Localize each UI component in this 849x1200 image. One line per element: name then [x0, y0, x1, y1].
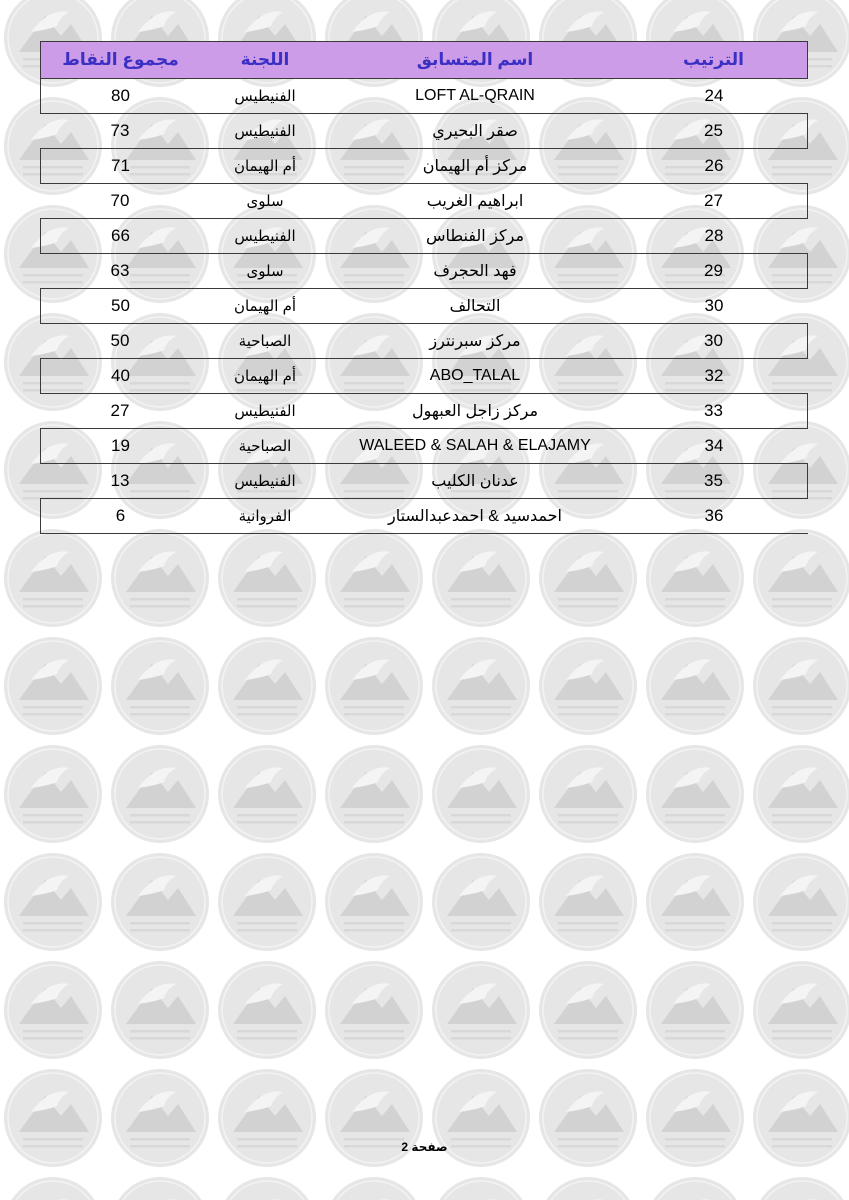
committee-cell: الفنيطيس: [200, 79, 330, 114]
pigeon-club-logo-icon: [539, 529, 637, 627]
pigeon-club-logo-icon: [539, 637, 637, 735]
pigeon-club-logo-icon: [4, 637, 102, 735]
points-cell: 13: [40, 464, 200, 499]
committee-cell: الفنيطيس: [200, 219, 330, 254]
competitor-name-cell: التحالف: [330, 289, 620, 324]
pigeon-club-logo-icon: [753, 637, 849, 735]
rank-cell: 30: [620, 324, 808, 359]
pigeon-club-logo-icon: [432, 745, 530, 843]
points-cell: 70: [40, 184, 200, 219]
pigeon-club-logo-icon: [4, 853, 102, 951]
table-row: [40, 429, 808, 464]
table-row: [40, 114, 808, 149]
pigeon-club-logo-icon: [539, 961, 637, 1059]
competitor-name-cell: مركز أم الهيمان: [330, 149, 620, 184]
points-cell: 40: [40, 359, 200, 394]
pigeon-club-logo-icon: [218, 1177, 316, 1200]
pigeon-club-logo-icon: [218, 961, 316, 1059]
pigeon-club-logo-icon: [218, 745, 316, 843]
pigeon-club-logo-icon: [4, 745, 102, 843]
table-row: [40, 359, 808, 394]
points-cell: 27: [40, 394, 200, 429]
table-row: [40, 324, 808, 359]
pigeon-club-logo-icon: [753, 529, 849, 627]
competitor-name-cell: احمدسيد & احمدعبدالستار: [330, 499, 620, 534]
rank-cell: 33: [620, 394, 808, 429]
pigeon-club-logo-icon: [646, 529, 744, 627]
header-total-points: مجموع النقاط: [40, 41, 200, 79]
points-cell: 50: [40, 324, 200, 359]
committee-cell: الفنيطيس: [200, 394, 330, 429]
points-cell: 73: [40, 114, 200, 149]
header-competitor-name: اسم المتسابق: [330, 41, 620, 79]
table-row: [40, 79, 808, 114]
committee-cell: أم الهيمان: [200, 289, 330, 324]
committee-cell: سلوى: [200, 184, 330, 219]
rank-cell: 29: [620, 254, 808, 289]
header-committee: اللجنة: [200, 41, 330, 79]
table-row: [40, 184, 808, 219]
pigeon-club-logo-icon: [325, 637, 423, 735]
table-row: [40, 289, 808, 324]
pigeon-club-logo-icon: [4, 529, 102, 627]
points-cell: 80: [40, 79, 200, 114]
competitor-name-cell: ABO_TALAL: [330, 359, 620, 394]
points-cell: 66: [40, 219, 200, 254]
table-header-row: [40, 41, 808, 79]
pigeon-club-logo-icon: [539, 745, 637, 843]
pigeon-club-logo-icon: [111, 637, 209, 735]
pigeon-club-logo-icon: [111, 853, 209, 951]
committee-cell: الفنيطيس: [200, 464, 330, 499]
competitor-name-cell: مركز الفنطاس: [330, 219, 620, 254]
page-number: صفحة 2: [401, 1140, 448, 1154]
pigeon-club-logo-icon: [753, 853, 849, 951]
committee-cell: أم الهيمان: [200, 359, 330, 394]
table-row: [40, 394, 808, 429]
pigeon-club-logo-icon: [325, 961, 423, 1059]
committee-cell: أم الهيمان: [200, 149, 330, 184]
pigeon-club-logo-icon: [325, 745, 423, 843]
competitor-name-cell: LOFT AL-QRAIN: [330, 79, 620, 114]
competitor-name-cell: عدنان الكليب: [330, 464, 620, 499]
pigeon-club-logo-icon: [646, 637, 744, 735]
rank-cell: 24: [620, 79, 808, 114]
competitor-name-cell: WALEED & SALAH & ELAJAMY: [330, 429, 620, 464]
table-row: [40, 254, 808, 289]
rank-cell: 26: [620, 149, 808, 184]
competitor-name-cell: ابراهيم الغريب: [330, 184, 620, 219]
points-cell: 63: [40, 254, 200, 289]
pigeon-club-logo-icon: [432, 1177, 530, 1200]
rank-cell: 28: [620, 219, 808, 254]
table-row: [40, 149, 808, 184]
competitor-name-cell: مركز زاجل العبهول: [330, 394, 620, 429]
pigeon-club-logo-icon: [325, 1177, 423, 1200]
pigeon-club-logo-icon: [111, 529, 209, 627]
table-row: [40, 499, 808, 534]
pigeon-club-logo-icon: [432, 637, 530, 735]
competitor-name-cell: فهد الحجرف: [330, 254, 620, 289]
pigeon-club-logo-icon: [218, 637, 316, 735]
pigeon-club-logo-icon: [4, 1177, 102, 1200]
pigeon-club-logo-icon: [646, 961, 744, 1059]
competitor-name-cell: صقر البحيري: [330, 114, 620, 149]
pigeon-club-logo-icon: [432, 961, 530, 1059]
points-cell: 6: [40, 499, 200, 534]
rank-cell: 35: [620, 464, 808, 499]
points-cell: 19: [40, 429, 200, 464]
pigeon-club-logo-icon: [539, 853, 637, 951]
pigeon-club-logo-icon: [753, 745, 849, 843]
points-cell: 50: [40, 289, 200, 324]
pigeon-club-logo-icon: [111, 745, 209, 843]
points-cell: 71: [40, 149, 200, 184]
pigeon-club-logo-icon: [325, 853, 423, 951]
committee-cell: الفنيطيس: [200, 114, 330, 149]
committee-cell: الصباحية: [200, 324, 330, 359]
competitor-name-cell: مركز سبرنترز: [330, 324, 620, 359]
pigeon-club-logo-icon: [218, 529, 316, 627]
pigeon-club-logo-icon: [4, 961, 102, 1059]
rank-cell: 34: [620, 429, 808, 464]
committee-cell: الصباحية: [200, 429, 330, 464]
rank-cell: 32: [620, 359, 808, 394]
pigeon-club-logo-icon: [539, 1177, 637, 1200]
pigeon-club-logo-icon: [432, 853, 530, 951]
results-table: [40, 41, 808, 534]
pigeon-club-logo-icon: [218, 853, 316, 951]
pigeon-club-logo-icon: [646, 1177, 744, 1200]
rank-cell: 25: [620, 114, 808, 149]
pigeon-club-logo-icon: [753, 1177, 849, 1200]
rank-cell: 27: [620, 184, 808, 219]
pigeon-club-logo-icon: [753, 961, 849, 1059]
pigeon-club-logo-icon: [432, 529, 530, 627]
committee-cell: الفروانية: [200, 499, 330, 534]
pigeon-club-logo-icon: [111, 961, 209, 1059]
committee-cell: سلوى: [200, 254, 330, 289]
rank-cell: 30: [620, 289, 808, 324]
pigeon-club-logo-icon: [646, 853, 744, 951]
rank-cell: 36: [620, 499, 808, 534]
pigeon-club-logo-icon: [646, 745, 744, 843]
pigeon-club-logo-icon: [111, 1177, 209, 1200]
header-rank: الترتيب: [620, 41, 808, 79]
pigeon-club-logo-icon: [325, 529, 423, 627]
table-row: [40, 464, 808, 499]
table-row: [40, 219, 808, 254]
